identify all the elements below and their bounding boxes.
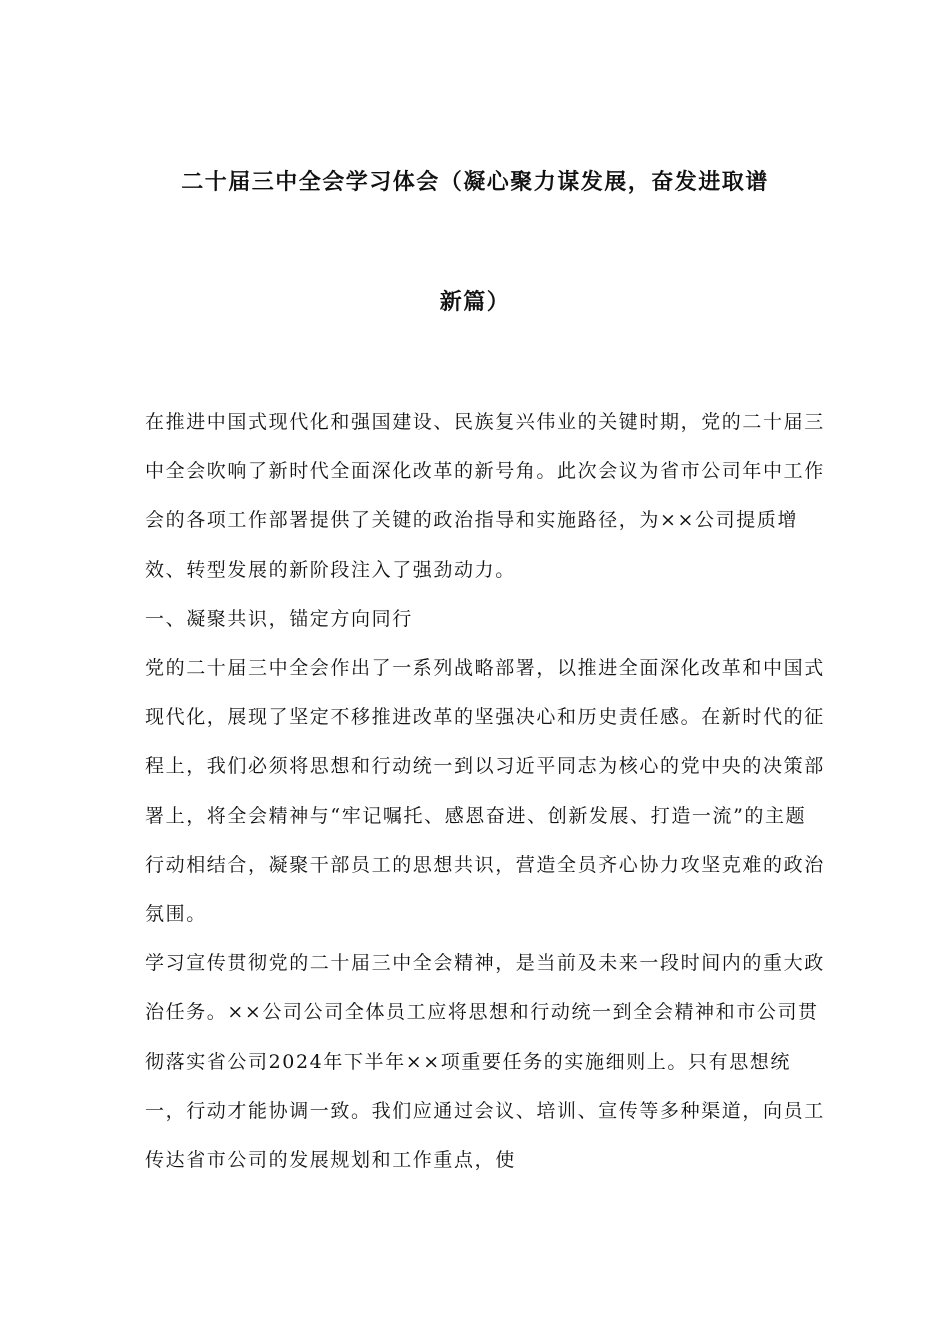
paragraph-intro: 在推进中国式现代化和强国建设、民族复兴伟业的关键时期，党的二十届三中全会吹响了新时代全面深化改革的新号角。此次会议为省市公司年中工作会的各项工作部署提供了关键的政治指导和实施路径，为××公司提质增效、转型发展的新阶段注入了强劲动力。 [145,411,825,581]
document-title-line-1: 二十届三中全会学习体会（凝心聚力谋发展，奋发进取谱 [181,170,769,195]
document-title-line-2: 新篇） [439,290,511,315]
paragraph-section-1-a: 党的二十届三中全会作出了一系列战略部署，以推进全面深化改革和中国式现代化，展现了坚定不移推进改革的坚强决心和历史责任感。在新时代的征程上，我们必须将思想和行动统一到以习近平同志为核心的党中央的决策部署上，将全会精神与“牢记嘱托、感恩奋进、创新发展、打造一流”的主题行动相结合，凝聚干部员工的思想共识，营造全员齐心协力攻坚克难的政治氛围。 [145,657,825,926]
document-body [145,398,825,1185]
section-heading-1: 一、凝聚共识，锚定方向同行 [145,607,413,630]
paragraph-section-1-b: 学习宣传贯彻党的二十届三中全会精神，是当前及未来一段时间内的重大政治任务。××公司公司全体员工应将思想和行动统一到全会精神和市公司贯彻落实省公司2024年下半年××项重要任务的实施细则上。只有思想统一，行动才能协调一致。我们应通过会议、培训、宣传等多种渠道，向员工传达省市公司的发展规划和工作重点，使 [145,952,825,1172]
